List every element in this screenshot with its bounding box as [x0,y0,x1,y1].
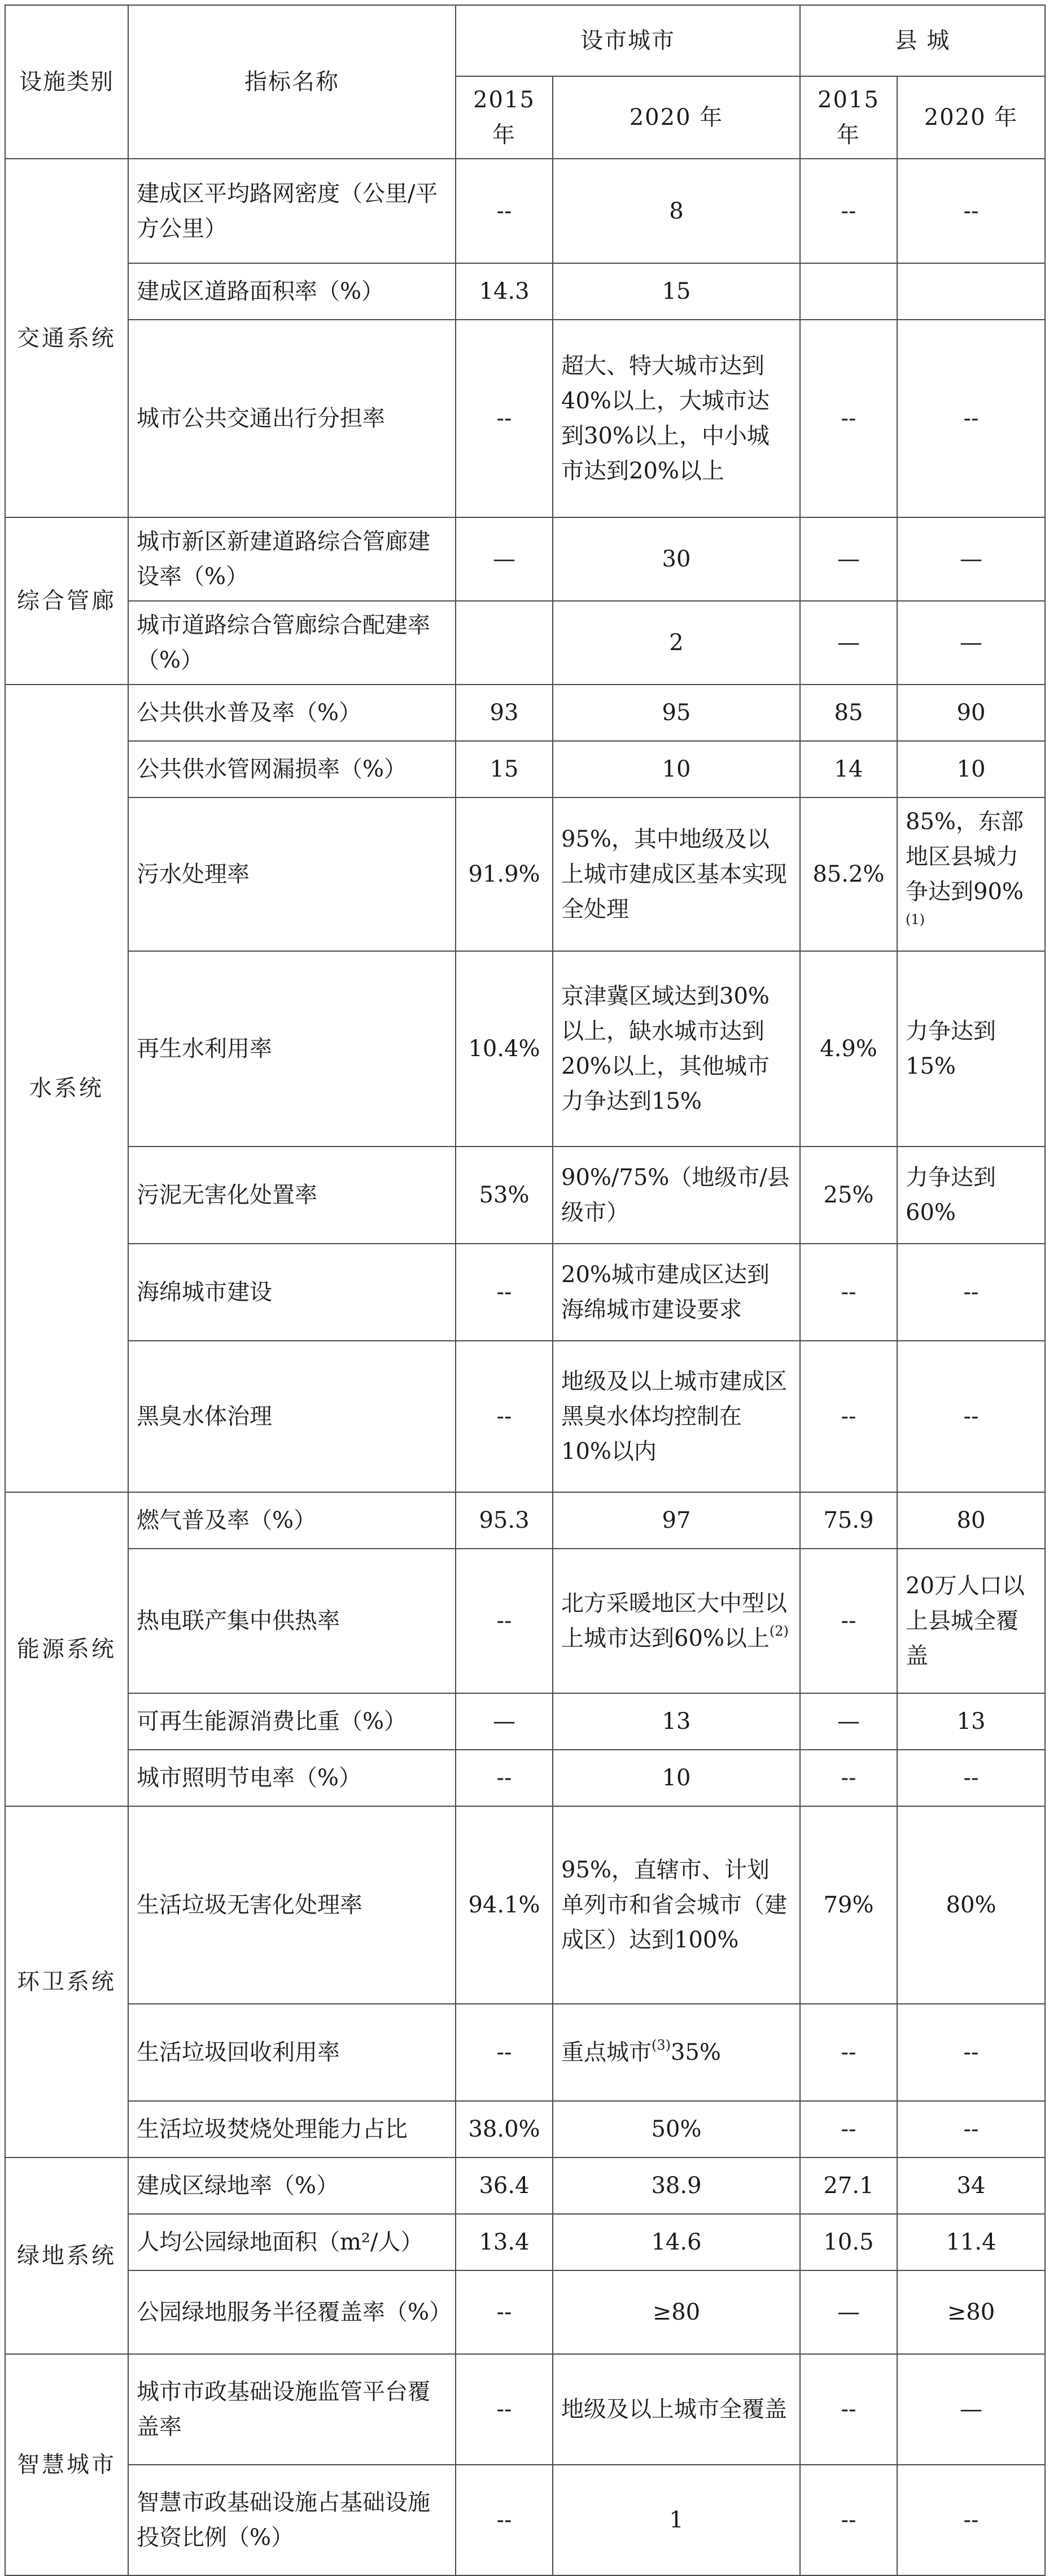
value-county2020 [897,685,1045,741]
value-prefix: 重点城市 [561,2039,652,2065]
indicator-name: 生活垃圾无害化处理率 [128,1806,456,2004]
value-city2015 [456,2157,553,2214]
indicator-name: 公共供水管网漏损率（%） [128,741,456,797]
table-row [5,1806,1045,2004]
value-text: 35% [671,2039,721,2065]
indicator-name: 建成区绿地率（%） [128,2157,456,2214]
value-county2015 [800,741,897,797]
table-row [5,1341,1045,1492]
indicator-name: 建成区平均路网密度（公里/平方公里） [128,159,456,263]
value-text: — [493,1708,515,1734]
value-text: -- [496,198,512,224]
indicator-name: 城市市政基础设施监管平台覆盖率 [128,2354,456,2465]
value-text: -- [963,406,979,431]
category-cell: 综合管廊 [5,517,128,685]
value-county2015 [800,1492,897,1549]
indicator-name: 城市照明节电率（%） [128,1750,456,1806]
value-text: 15 [662,278,691,304]
table-row [5,263,1045,320]
header-city-2015: 2015 年 [456,76,553,159]
value-text: -- [841,1403,856,1429]
value-county2020 [897,517,1045,601]
value-text: -- [496,2039,512,2065]
value-text: 力争达到60% [906,1165,996,1226]
footnote-marker: (2) [769,1623,789,1639]
table-row [5,1750,1045,1806]
value-text: 地级及以上城市建成区黑臭水体均控制在10%以内 [561,1368,787,1464]
category-cell: 智慧城市 [5,2354,128,2575]
value-text: 30 [662,546,691,572]
value-text: -- [841,2396,856,2422]
value-text: — [837,546,860,572]
value-city2020 [553,1341,800,1492]
indicator-name: 污泥无害化处置率 [128,1147,456,1244]
value-county2015 [800,2270,897,2354]
value-text: 14 [834,756,863,782]
value-city2020 [553,263,800,320]
value-city2015 [456,1341,553,1492]
value-text: 力争达到15% [906,1018,996,1079]
indicator-name: 生活垃圾焚烧处理能力占比 [128,2101,456,2157]
value-city2020 [553,2157,800,2214]
value-city2020 [553,517,800,601]
value-text: -- [841,1765,856,1791]
value-text: — [837,630,860,656]
value-text: -- [963,2039,979,2065]
value-county2020 [897,1693,1045,1750]
value-county2020 [897,1341,1045,1492]
value-city2020 [553,320,800,517]
value-text: 10 [662,756,691,782]
value-text: 95.3 [479,1507,530,1533]
value-text: 34 [956,2173,986,2199]
value-text: -- [496,1608,512,1634]
value-text: 38.0% [468,2116,540,2142]
value-text: -- [963,1279,979,1305]
value-text: 20%城市建成区达到海绵城市建设要求 [561,1262,770,1323]
value-text: 91.9% [468,861,540,887]
table-row [5,2101,1045,2157]
value-text: — [837,2299,860,2325]
value-city2015 [456,263,553,320]
value-text: 13.4 [479,2229,530,2255]
value-text: -- [963,198,979,224]
value-city2015 [456,951,553,1147]
table-row [5,2157,1045,2214]
value-text: -- [841,1279,856,1305]
value-city2020 [553,741,800,797]
indicator-name: 公园绿地服务半径覆盖率（%） [128,2270,456,2354]
table-row [5,797,1045,951]
value-county2015 [800,2354,897,2465]
table-row [5,1492,1045,1549]
value-county2020 [897,2101,1045,2157]
value-text: -- [841,2039,856,2065]
value-text: 10 [956,756,986,782]
header-row-top [5,5,1045,76]
value-county2020 [897,2354,1045,2465]
value-text: 京津冀区域达到30%以上，缺水城市达到20%以上，其他城市力争达到15% [561,983,770,1114]
value-county2015 [800,1341,897,1492]
table-row [5,601,1045,685]
value-city2020 [553,1549,800,1693]
value-city2020 [553,797,800,951]
value-city2015 [456,2270,553,2354]
indicator-name: 热电联产集中供热率 [128,1549,456,1693]
header-indicator: 指标名称 [128,5,456,159]
value-county2015 [800,797,897,951]
value-text: 36.4 [479,2173,530,2199]
table-row [5,951,1045,1147]
indicator-name: 污水处理率 [128,797,456,951]
value-text: -- [496,1403,512,1429]
indicator-name: 燃气普及率（%） [128,1492,456,1549]
indicator-name: 建成区道路面积率（%） [128,263,456,320]
value-city2020 [553,2004,800,2101]
value-text: -- [841,198,856,224]
value-text: 85.2% [812,861,885,887]
value-text: 50% [651,2116,702,2142]
value-county2020 [897,263,1045,320]
value-county2020 [897,797,1045,951]
value-county2020 [897,951,1045,1147]
indicator-name: 再生水利用率 [128,951,456,1147]
value-city2020 [553,1750,800,1806]
value-city2015 [456,320,553,517]
table-row [5,320,1045,517]
value-text: 10 [662,1765,691,1791]
value-city2015 [456,1693,553,1750]
value-text: -- [963,2507,979,2533]
value-text: 75.9 [823,1507,874,1533]
value-text: 95%，直辖市、计划单列市和省会城市（建成区）达到100% [561,1857,787,1953]
value-text: 25% [823,1182,874,1208]
value-city2015 [456,1244,553,1341]
table-row [5,1549,1045,1693]
value-county2015 [800,1244,897,1341]
header-county: 县 城 [800,5,1045,76]
value-county2015 [800,320,897,517]
value-county2015 [800,517,897,601]
header-county-2020: 2020 年 [897,76,1045,159]
value-county2020 [897,1147,1045,1244]
value-text: ≥80 [652,2299,701,2325]
value-text: 北方采暖地区大中型以上城市达到60%以上 [561,1590,787,1651]
value-text: 13 [662,1708,691,1734]
value-city2015 [456,2214,553,2270]
value-text: -- [496,2507,512,2533]
value-text: 94.1% [468,1892,540,1918]
indicator-table-body [5,159,1045,2575]
indicator-name: 黑臭水体治理 [128,1341,456,1492]
value-city2015 [456,601,553,685]
value-city2020 [553,951,800,1147]
indicator-name: 智慧市政基础设施占基础设施投资比例（%） [128,2465,456,2575]
value-text: 90%/75%（地级市/县级市） [561,1165,790,1226]
indicator-name: 海绵城市建设 [128,1244,456,1341]
value-text: 93 [489,700,519,726]
value-county2020 [897,741,1045,797]
value-text: 20万人口以上县城全覆盖 [906,1573,1025,1669]
table-row [5,159,1045,263]
table-row [5,517,1045,601]
indicator-name: 生活垃圾回收利用率 [128,2004,456,2101]
value-city2020 [553,2465,800,2575]
header-category: 设施类别 [5,5,128,159]
value-city2015 [456,2465,553,2575]
value-city2020 [553,2354,800,2465]
value-county2020 [897,1244,1045,1341]
value-text: -- [963,2116,979,2142]
value-text: 10.4% [468,1036,540,1062]
value-text: 地级及以上城市全覆盖 [561,2396,787,2422]
value-text: 85 [834,700,863,726]
value-county2020 [897,2270,1045,2354]
value-city2020 [553,1693,800,1750]
category-cell: 环卫系统 [5,1806,128,2157]
value-text: 80 [956,1507,986,1533]
value-text: -- [496,2396,512,2422]
value-text: 14.6 [651,2229,702,2255]
header-city: 设市城市 [456,5,800,76]
value-text: 95%，其中地级及以上城市建成区基本实现全处理 [561,826,787,922]
indicator-name: 可再生能源消费比重（%） [128,1693,456,1750]
value-text: -- [841,406,856,431]
value-county2015 [800,2157,897,2214]
value-text: 85%，东部地区县城力争达到90% [906,809,1024,905]
value-city2020 [553,1244,800,1341]
category-cell: 绿地系统 [5,2157,128,2354]
value-city2015 [456,1750,553,1806]
category-cell: 交通系统 [5,159,128,517]
value-city2020 [553,1492,800,1549]
value-city2015 [456,1492,553,1549]
value-city2015 [456,797,553,951]
value-text: 38.9 [651,2173,702,2199]
value-city2015 [456,685,553,741]
value-text: -- [496,406,512,431]
value-city2015 [456,159,553,263]
value-county2015 [800,2004,897,2101]
value-text: -- [841,1608,856,1634]
value-county2020 [897,2214,1045,2270]
table-row [5,2354,1045,2465]
value-text: 8 [669,198,684,224]
value-city2020 [553,601,800,685]
indicator-name: 人均公园绿地面积（m²/人） [128,2214,456,2270]
value-city2015 [456,517,553,601]
value-text: -- [963,1765,979,1791]
value-county2020 [897,1549,1045,1693]
value-text: 79% [823,1892,874,1918]
table-row [5,2465,1045,2575]
value-text: 11.4 [946,2229,996,2255]
table-row [5,685,1045,741]
value-county2015 [800,601,897,685]
value-county2015 [800,1549,897,1693]
footnote-marker: (1) [906,911,925,927]
value-county2015 [800,1693,897,1750]
table-row [5,1693,1045,1750]
indicator-name: 城市公共交通出行分担率 [128,320,456,517]
value-county2020 [897,1492,1045,1549]
table-row [5,1244,1045,1341]
value-county2020 [897,2004,1045,2101]
value-city2020 [553,685,800,741]
header-county-2015: 2015 年 [800,76,897,159]
value-text: 1 [669,2507,684,2533]
indicator-name: 城市新区新建道路综合管廊建设率（%） [128,517,456,601]
value-county2015 [800,1750,897,1806]
value-county2015 [800,951,897,1147]
value-text: 53% [479,1182,530,1208]
indicator-name: 公共供水普及率（%） [128,685,456,741]
indicator-table [5,5,1046,2576]
value-text: 97 [662,1507,691,1533]
value-county2015 [800,2465,897,2575]
value-county2020 [897,601,1045,685]
value-county2020 [897,1750,1045,1806]
value-county2015 [800,2214,897,2270]
value-text: 80% [946,1892,996,1918]
value-text: -- [496,1279,512,1305]
value-text: ≥80 [947,2299,995,2325]
value-county2020 [897,2157,1045,2214]
value-county2020 [897,320,1045,517]
value-text: -- [496,1765,512,1791]
value-city2015 [456,2004,553,2101]
value-city2015 [456,2354,553,2465]
value-city2020 [553,2270,800,2354]
value-city2020 [553,159,800,263]
value-county2020 [897,1806,1045,2004]
indicator-name: 城市道路综合管廊综合配建率（%） [128,601,456,685]
footnote-marker: (3) [652,2037,671,2053]
value-county2020 [897,2465,1045,2575]
value-text: 10.5 [823,2229,874,2255]
value-text: 90 [956,700,986,726]
table-row [5,2270,1045,2354]
value-city2015 [456,1549,553,1693]
value-county2015 [800,263,897,320]
value-text: 2 [669,630,684,656]
value-county2020 [897,159,1045,263]
value-text: — [960,546,982,572]
value-text: 超大、特大城市达到40%以上，大城市达到30%以上，中小城市达到20%以上 [561,353,770,484]
value-text: 13 [956,1708,986,1734]
value-text: 4.9% [820,1036,877,1062]
value-text: -- [496,2299,512,2325]
table-row [5,741,1045,797]
value-text: -- [841,2116,856,2142]
value-text: -- [963,1403,979,1429]
category-cell: 能源系统 [5,1492,128,1806]
value-text: 14.3 [479,278,530,304]
indicator-sheet [5,5,1044,2576]
value-city2015 [456,2101,553,2157]
value-text: — [837,1708,860,1734]
value-city2015 [456,1147,553,1244]
value-text: 95 [662,700,691,726]
value-county2015 [800,2101,897,2157]
value-text: — [493,546,515,572]
value-text: — [960,630,982,656]
value-city2020 [553,1147,800,1244]
value-text: -- [841,2507,856,2533]
value-city2020 [553,1806,800,2004]
value-city2020 [553,2101,800,2157]
category-cell: 水系统 [5,685,128,1492]
value-county2015 [800,1147,897,1244]
value-city2015 [456,741,553,797]
value-city2020 [553,2214,800,2270]
table-row [5,1147,1045,1244]
value-text: — [960,2396,982,2422]
value-county2015 [800,159,897,263]
value-city2015 [456,1806,553,2004]
value-county2015 [800,1806,897,2004]
table-row [5,2004,1045,2101]
header-city-2020: 2020 年 [553,76,800,159]
value-text: 15 [489,756,519,782]
table-row [5,2214,1045,2270]
value-county2015 [800,685,897,741]
value-text: 27.1 [823,2173,874,2199]
